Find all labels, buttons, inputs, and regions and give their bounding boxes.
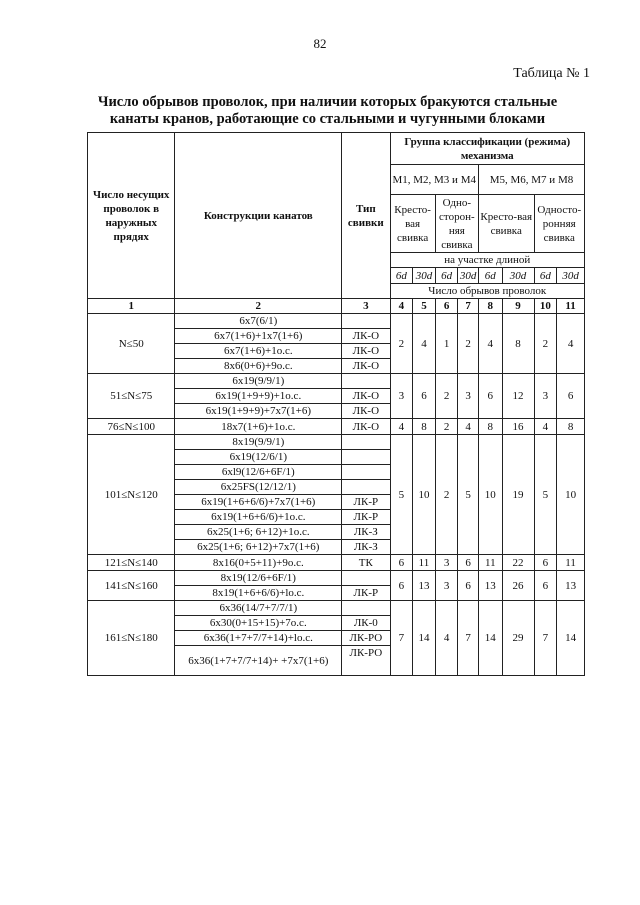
header-len-30d: 30d [458,268,479,284]
lay-type: ЛК-Р [342,510,390,525]
break-value: 10 [478,435,502,555]
rope-construction: 6x19(9/9/1) [175,374,342,389]
wire-count-range: 101≤N≤120 [88,435,175,555]
table-title [60,94,595,128]
column-number: 4 [390,299,413,314]
header-len-30d: 30d [557,268,585,284]
header-cross-lay: Кресто-вая свивка [390,195,435,253]
title-line-2: канаты кранов, работающие со стальными и чугунными блоками [109,111,546,127]
column-number: 9 [502,299,534,314]
lay-type: ЛК-О [342,329,390,344]
lay-type [342,435,390,450]
break-value: 5 [534,435,557,555]
header-len-30d: 30d [413,268,436,284]
header-wire-count: Число несущих проволок в наружных прядях [88,133,175,299]
lay-type: ЛК-РО [342,631,390,646]
break-value: 7 [534,601,557,676]
break-value: 13 [413,571,436,601]
rope-construction: 8x19(12/6+6F/1) [175,571,342,586]
rope-construction: 6x36(1+7+7/7+14)+lо.с. [175,631,342,646]
header-len-6d: 6d [435,268,458,284]
break-value: 2 [435,435,458,555]
break-value: 3 [458,374,479,419]
header-len-30d: 30d [502,268,534,284]
header-one-side-lay-b: Односто-ронняя свивка [534,195,585,253]
wire-count-range: N≤50 [88,314,175,374]
break-value: 13 [478,571,502,601]
break-value: 3 [435,571,458,601]
break-value: 29 [502,601,534,676]
header-classification-group: Группа классификации (режима) механизма [390,133,585,165]
break-value: 6 [534,555,557,571]
column-number: 8 [478,299,502,314]
break-value: 4 [478,314,502,374]
wire-count-range: 76≤N≤100 [88,419,175,435]
column-number: 10 [534,299,557,314]
break-value: 3 [390,374,413,419]
break-value: 19 [502,435,534,555]
title-line-1: Число обрывов проволок, при наличии которых бракуются стальные [97,94,558,110]
break-value: 6 [458,555,479,571]
rope-construction: 6x36(1+7+7/7+14)+ +7x7(1+6) [175,646,342,676]
break-value: 6 [557,374,585,419]
rope-construction: 6x19(1+6+6/6)+1о.с. [175,510,342,525]
break-value: 8 [413,419,436,435]
break-value: 11 [478,555,502,571]
break-value: 4 [413,314,436,374]
lay-type: ЛК-0 [342,616,390,631]
break-value: 7 [390,601,413,676]
rope-construction: 6x25FS(12/12/1) [175,480,342,495]
lay-type: ЛК-О [342,359,390,374]
break-value: 6 [390,555,413,571]
lay-type: ЛК-О [342,404,390,419]
wire-breaks-table [87,132,585,676]
lay-type [342,480,390,495]
header-section-length: на участке длиной [390,253,585,268]
rope-construction: 6x7(1+6)+1о.с. [175,344,342,359]
wire-count-range: 161≤N≤180 [88,601,175,676]
break-value: 1 [435,314,458,374]
break-value: 4 [557,314,585,374]
break-value: 8 [557,419,585,435]
break-value: 14 [557,601,585,676]
break-value: 4 [390,419,413,435]
break-value: 2 [390,314,413,374]
header-group-m5-m8: М5, М6, М7 и М8 [478,165,584,195]
rope-construction: 18x7(1+6)+1о.с. [175,419,342,435]
header-len-6d: 6d [478,268,502,284]
break-value: 6 [390,571,413,601]
break-value: 22 [502,555,534,571]
column-number: 5 [413,299,436,314]
lay-type: ЛК-З [342,525,390,540]
break-value: 6 [478,374,502,419]
break-value: 11 [557,555,585,571]
rope-construction: 8x19(1+6+6/6)+lо.с. [175,586,342,601]
rope-construction: 8x19(9/9/1) [175,435,342,450]
lay-type: ТК [342,555,390,571]
break-value: 4 [458,419,479,435]
table-body [88,314,585,676]
rope-construction: 6x19(1+9+9)+7x7(1+6) [175,404,342,419]
break-value: 5 [458,435,479,555]
column-number: 11 [557,299,585,314]
lay-type: ЛК-РО [342,646,390,676]
break-value: 6 [534,571,557,601]
lay-type [342,465,390,480]
rope-construction: 8x16(0+5+11)+9о.с. [175,555,342,571]
break-value: 4 [534,419,557,435]
column-number: 2 [175,299,342,314]
wire-count-range: 121≤N≤140 [88,555,175,571]
header-one-side-lay: Одно-сторон-няя свивка [435,195,478,253]
break-value: 2 [534,314,557,374]
break-value: 6 [458,571,479,601]
break-value: 14 [478,601,502,676]
break-value: 7 [458,601,479,676]
header-rope-construction: Конструкции канатов [175,133,342,299]
header-len-6d: 6d [390,268,413,284]
break-value: 2 [435,374,458,419]
lay-type: ЛК-О [342,344,390,359]
lay-type: ЛК-Р [342,586,390,601]
rope-construction: 6x19(1+6+6/6)+7x7(1+6) [175,495,342,510]
break-value: 11 [413,555,436,571]
break-value: 12 [502,374,534,419]
lay-type [342,601,390,616]
rope-construction: 6x30(0+15+15)+7о.с. [175,616,342,631]
rope-construction: 6xl9(12/6+6F/1) [175,465,342,480]
break-value: 5 [390,435,413,555]
lay-type: ЛК-О [342,419,390,435]
lay-type [342,450,390,465]
lay-type: ЛК-З [342,540,390,555]
lay-type: ЛК-Р [342,495,390,510]
break-value: 13 [557,571,585,601]
rope-construction: 6x7(1+6)+1x7(1+6) [175,329,342,344]
column-number: 1 [88,299,175,314]
break-value: 10 [557,435,585,555]
break-value: 16 [502,419,534,435]
break-value: 3 [534,374,557,419]
rope-construction: 8x6(0+6)+9о.с. [175,359,342,374]
header-break-count: Число обрывов проволок [390,284,585,299]
rope-construction: 6x19(12/6/1) [175,450,342,465]
column-number: 7 [458,299,479,314]
header-group-m1-m4: М1, М2, М3 и М4 [390,165,478,195]
break-value: 4 [435,601,458,676]
header-lay-type: Тип свивки [342,133,390,299]
header-cross-lay-b: Кресто-вая свивка [478,195,534,253]
break-value: 2 [435,419,458,435]
break-value: 14 [413,601,436,676]
rope-construction: 6x25(1+6; 6+12)+1о.с. [175,525,342,540]
break-value: 26 [502,571,534,601]
rope-construction: 6x25(1+6; 6+12)+7x7(1+6) [175,540,342,555]
break-value: 8 [478,419,502,435]
rope-construction: 6x7(6/1) [175,314,342,329]
break-value: 3 [435,555,458,571]
lay-type [342,374,390,389]
lay-type [342,314,390,329]
break-value: 8 [502,314,534,374]
column-number: 6 [435,299,458,314]
break-value: 10 [413,435,436,555]
table-label: Таблица № 1 [513,66,590,81]
column-number: 3 [342,299,390,314]
lay-type: ЛК-О [342,389,390,404]
wire-count-range: 51≤N≤75 [88,374,175,419]
break-value: 6 [413,374,436,419]
lay-type [342,571,390,586]
header-len-6d: 6d [534,268,557,284]
rope-construction: 6x36(14/7+7/7/1) [175,601,342,616]
page-number: 82 [313,36,327,51]
break-value: 2 [458,314,479,374]
rope-construction: 6x19(1+9+9)+1о.с. [175,389,342,404]
wire-count-range: 141≤N≤160 [88,571,175,601]
